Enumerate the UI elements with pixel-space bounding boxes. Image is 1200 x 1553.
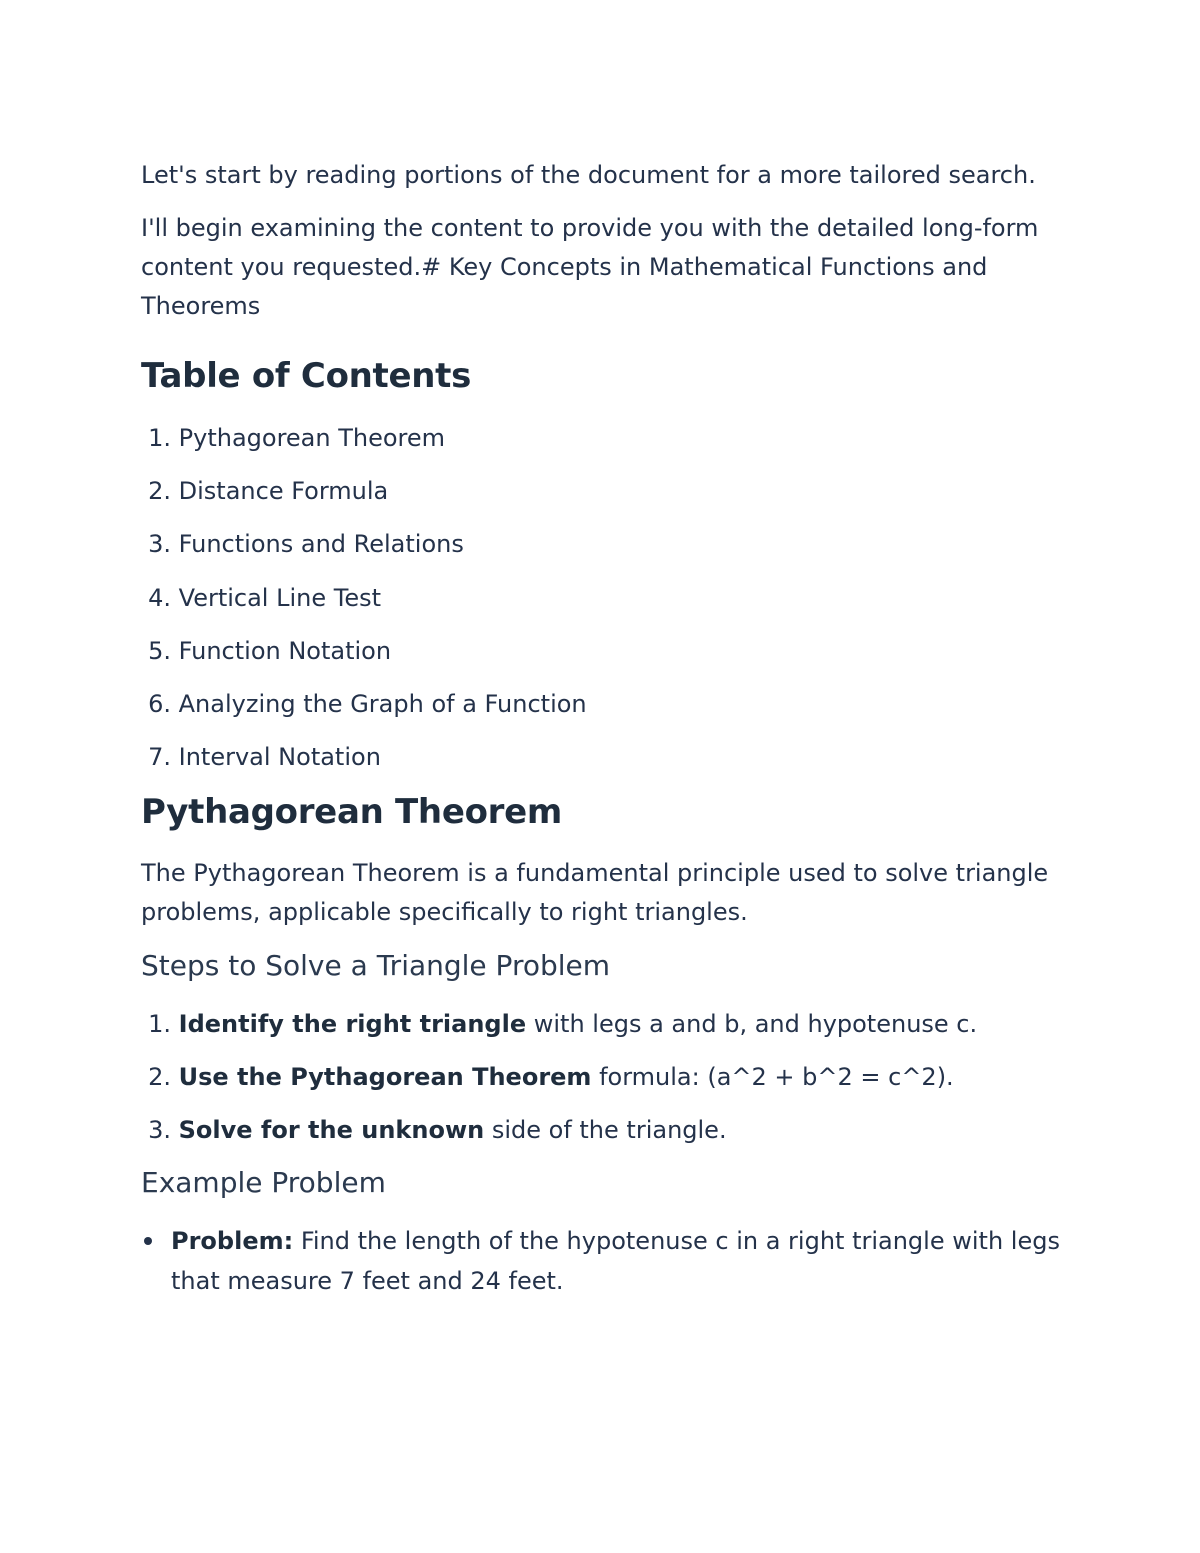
step-text: formula: (a^2 + b^2 = c^2). xyxy=(591,1063,954,1092)
toc-item xyxy=(141,524,1070,564)
step-item xyxy=(141,1004,1070,1044)
toc-item-label: Functions and Relations xyxy=(178,530,464,559)
toc-item-number: 2. xyxy=(148,477,171,506)
example-heading: Example Problem xyxy=(141,1166,386,1200)
step-item xyxy=(141,1110,1070,1150)
toc-item-number: 4. xyxy=(148,583,171,612)
toc-item-number: 3. xyxy=(148,530,171,559)
example-list xyxy=(141,1221,1070,1301)
steps-heading: Steps to Solve a Triangle Problem xyxy=(141,949,611,983)
toc-list xyxy=(141,418,1070,777)
step-item xyxy=(141,1057,1070,1097)
toc-item xyxy=(141,737,1070,777)
step-bold-text: Identify the right triangle xyxy=(178,1010,527,1039)
section-description: The Pythagorean Theorem is a fundamental principle used to solve triangle problems, applicable specifically to right triangles. xyxy=(141,859,1049,927)
example-text: Find the length of the hypotenuse c in a right triangle with legs that measure 7 feet and 24 feet. xyxy=(171,1227,1060,1296)
toc-item xyxy=(141,471,1070,511)
step-bold-text: Solve for the unknown xyxy=(178,1116,485,1145)
toc-item-number: 6. xyxy=(148,689,171,718)
toc-item-label: Distance Formula xyxy=(178,477,389,506)
toc-item-label: Pythagorean Theorem xyxy=(178,424,446,452)
toc-item xyxy=(141,418,1070,458)
toc-item xyxy=(141,578,1070,618)
steps-list xyxy=(141,1004,1070,1150)
example-item xyxy=(141,1221,1070,1301)
toc-item-label: Analyzing the Graph of a Function xyxy=(178,689,587,718)
toc-item-label: Interval Notation xyxy=(178,743,381,772)
toc-item xyxy=(141,684,1070,724)
step-bold-text: Use the Pythagorean Theorem xyxy=(178,1063,592,1092)
bullet-icon xyxy=(144,1237,152,1245)
example-label: Problem: xyxy=(171,1227,294,1256)
toc-item-label: Function Notation xyxy=(178,636,392,665)
step-number: 3. xyxy=(148,1116,171,1145)
intro-paragraph-2: I'll begin examining the content to provide you with the detailed long-form content you requested.# Key Concepts in Mathematical Functions and Theorems xyxy=(141,214,1039,320)
step-number: 1. xyxy=(148,1010,171,1039)
toc-item xyxy=(141,631,1070,671)
toc-item-number: 5. xyxy=(148,636,171,665)
toc-item-number: 1. xyxy=(148,424,171,452)
step-text: side of the triangle. xyxy=(484,1116,727,1145)
intro-paragraph-1: Let's start by reading portions of the document for a more tailored search. xyxy=(141,161,1036,189)
step-text: with legs a and b, and hypotenuse c. xyxy=(526,1010,978,1039)
step-number: 2. xyxy=(148,1063,171,1092)
toc-item-number: 7. xyxy=(148,743,171,772)
section-heading: Pythagorean Theorem xyxy=(141,792,562,833)
toc-heading: Table of Contents xyxy=(141,356,472,396)
toc-item-label: Vertical Line Test xyxy=(178,583,382,612)
